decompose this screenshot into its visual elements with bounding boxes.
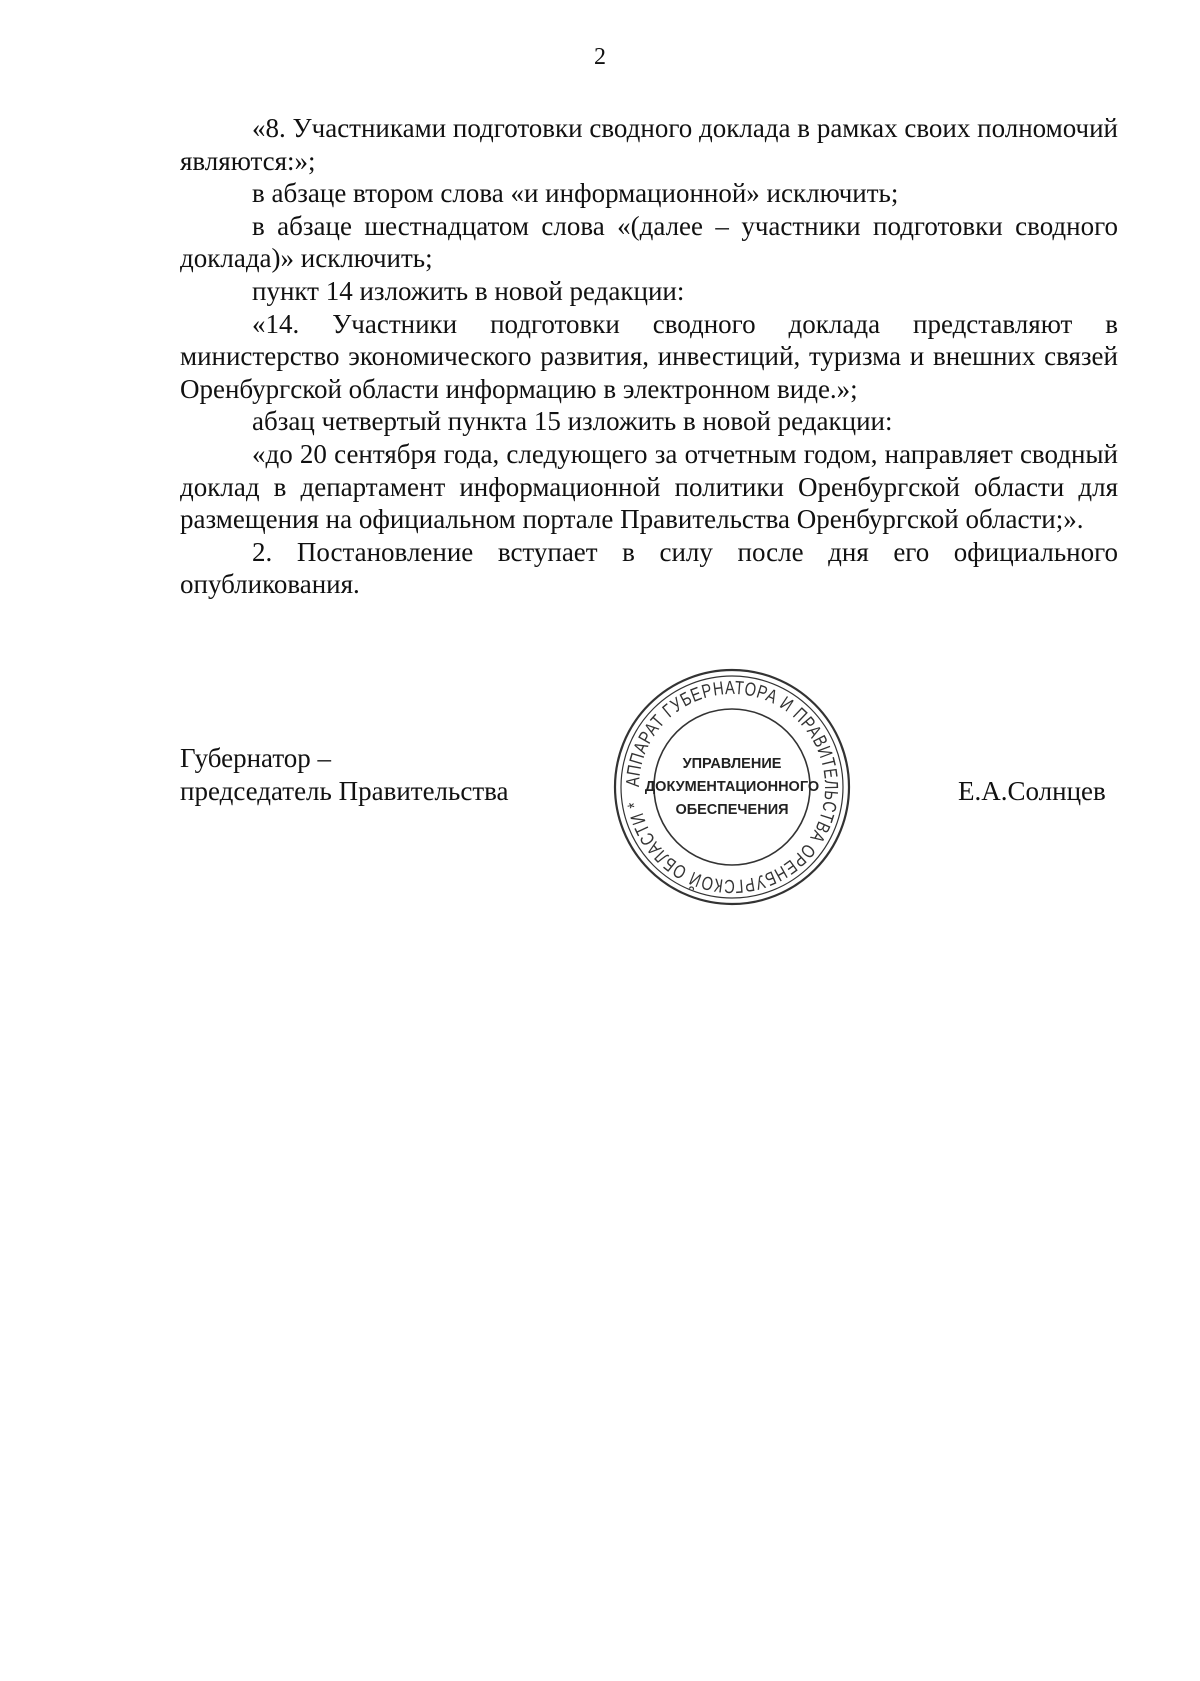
paragraph: «14. Участники подготовки сводного доклада представляют в министерство экономического развития, инвестиций, туризма и внешних связей Оренбургской области информацию в электронном виде.»; [180,308,1118,404]
document-body [180,112,1118,601]
paragraph: в абзаце втором слова «и информационной» исключить; [252,178,899,209]
paragraph: «до 20 сентября года, следующего за отчетным годом, направляет сводный доклад в департамент информационной политики Оренбургской области для размещения на официальном портале Правительства Оренбургской области;». [180,438,1118,535]
signer-name: Е.А.Солнцев [958,776,1106,806]
seal-center-line2: ДОКУМЕНТАЦИОННОГО [644,779,820,795]
official-seal [612,667,852,907]
paragraph: 2. Постановление вступает в силу после дня его официального опубликования. [180,536,1118,600]
signature-block [180,742,509,808]
seal-center-line3: ОБЕСПЕЧЕНИЯ [675,802,789,818]
signer-position-line1: Губернатор – [180,743,332,773]
paragraph: абзац четвертый пункта 15 изложить в новой редакции: [252,406,893,437]
page-number: 2 [594,44,606,70]
paragraph: пункт 14 изложить в новой редакции: [252,275,685,306]
signer-position-line2: председатель Правительства [180,776,509,806]
seal-center-line1: УПРАВЛЕНИЕ [682,756,782,772]
seal-ring-text-span: АППАРАТ ГУБЕРНАТОРА И ПРАВИТЕЛЬСТВА ОРЕНБУРГСКОЙ ОБЛАСТИ * [622,677,842,897]
paragraph: в абзаце шестнадцатом слова «(далее – участники подготовки сводного доклада)» исключить; [180,210,1118,274]
paragraph: «8. Участниками подготовки сводного доклада в рамках своих полномочий являются:»; [180,113,1118,176]
